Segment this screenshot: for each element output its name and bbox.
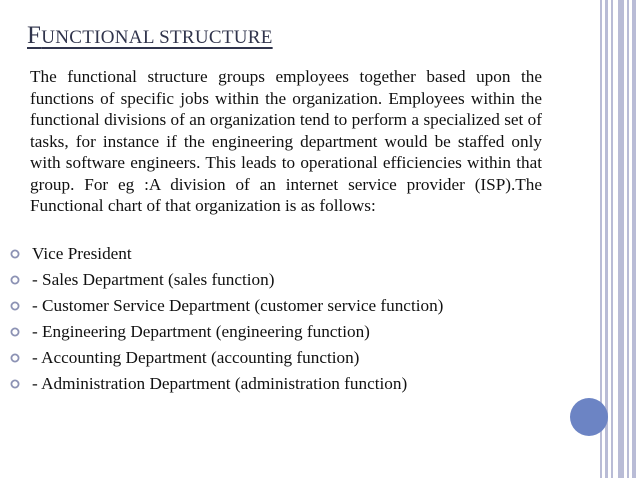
title-rest: UNCTIONAL STRUCTURE [41,27,273,48]
list-item [10,371,443,397]
decorative-circle [570,398,608,436]
hollow-ring-bullet-icon [10,249,20,259]
stripe [611,0,613,478]
list-item [10,319,443,345]
bullet-text: - Engineering Department (engineering function) [32,322,370,341]
stripe [632,0,636,478]
hollow-ring-bullet-icon [10,353,20,363]
list-item [10,345,443,371]
title-first-letter: F [27,22,42,49]
bullet-text: - Administration Department (administration function) [32,374,408,393]
hollow-ring-bullet-icon [10,379,20,389]
hollow-ring-bullet-icon [10,301,20,311]
hollow-ring-bullet-icon [10,275,20,285]
bullet-text: - Sales Department (sales function) [32,270,275,289]
slide-title [27,22,273,50]
body-paragraph: The functional structure groups employees together based upon the functions of specific jobs within the organization. Employees within the functional divisions of an organization tend to perform a specialized set of tasks, for instance if the engineering department would be staffed only with software engineers. This leads to operational efficiencies within that group. For eg :A division of an internet service provider (ISP).The Functional chart of that organization is as follows: [30,67,542,215]
list-item [10,267,443,293]
bullet-list [10,241,443,397]
bullet-text: Vice President [32,244,132,263]
stripe [627,0,629,478]
list-item [10,293,443,319]
list-item [10,241,443,267]
bullet-text: - Customer Service Department (customer service function) [32,296,444,315]
stripe [605,0,608,478]
hollow-ring-bullet-icon [10,327,20,337]
bullet-text: - Accounting Department (accounting function) [32,348,360,367]
stripe [618,0,624,478]
